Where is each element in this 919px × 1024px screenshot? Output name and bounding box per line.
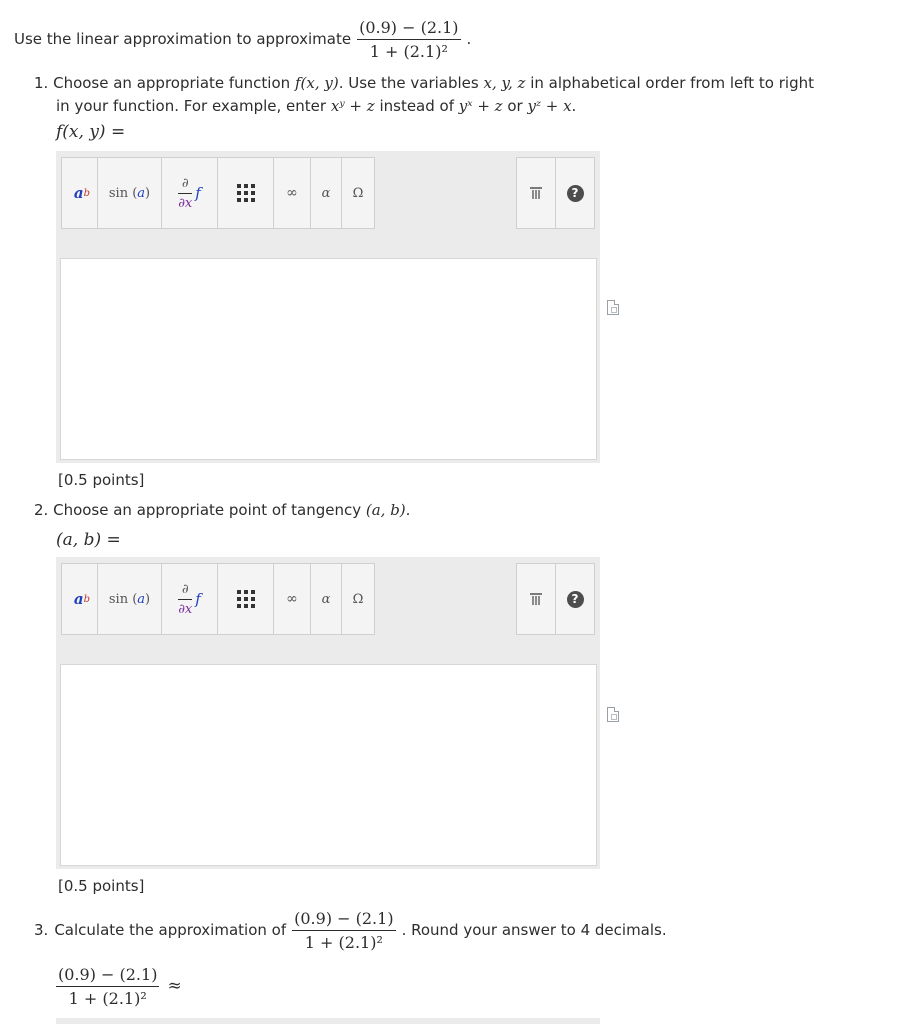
q2-help-button[interactable]	[555, 563, 595, 635]
intro-period: .	[466, 30, 472, 48]
q3-fraction-numerator: (0.9) − (2.1)	[292, 909, 395, 931]
partial-top: ∂	[178, 582, 192, 600]
q1-help-button[interactable]	[555, 157, 595, 229]
q2-alpha-button[interactable]	[310, 563, 342, 635]
trash-icon	[530, 187, 542, 199]
intro-fraction-numerator: (0.9) − (2.1)	[357, 18, 460, 40]
partial-fraction	[178, 176, 192, 211]
q1-partial-button[interactable]	[161, 157, 218, 229]
matrix-icon	[237, 184, 255, 202]
q2-text-end: .	[405, 501, 411, 519]
q3-answer-denominator: 1 + (2.1)²	[68, 988, 147, 1008]
partial-fraction	[178, 582, 192, 617]
q1-sin-button[interactable]: sin ( a )	[97, 157, 162, 229]
power-exponent: b	[83, 187, 91, 199]
q3-line	[34, 904, 667, 956]
partial-f: f	[195, 184, 201, 202]
q1-sheet-icon[interactable]	[607, 300, 619, 315]
q1-example-2: yˣ + z	[458, 97, 503, 115]
intro-fraction	[357, 18, 460, 61]
q2-ab: (a, b)	[365, 501, 406, 519]
q1-infinity-button[interactable]	[273, 157, 311, 229]
help-icon: ?	[567, 185, 584, 202]
q1-text-a: Choose an appropriate function	[53, 74, 291, 92]
q2-line	[34, 501, 410, 519]
sin-label: sin	[108, 591, 129, 607]
q3-text-end: . Round your answer to 4 decimals.	[401, 921, 667, 939]
partial-top: ∂	[178, 176, 192, 194]
q1-answer-label: f(x, y) =	[56, 122, 126, 142]
omega-symbol: Ω	[352, 591, 364, 607]
q2-trash-button[interactable]	[516, 563, 556, 635]
q1-example-1: xʸ + z	[330, 97, 375, 115]
alpha-symbol: α	[321, 185, 331, 201]
q1-line1	[34, 74, 814, 92]
q3-math-toolbar	[56, 1018, 600, 1024]
q2-sin-button[interactable]: sin ( a )	[97, 563, 162, 635]
infinity-symbol: ∞	[286, 185, 298, 201]
q2-answer-label: (a, b) =	[56, 530, 121, 550]
q1-alpha-button[interactable]	[310, 157, 342, 229]
q1-example-3: yᶻ + x	[527, 97, 572, 115]
q1-fxy: f(x, y)	[294, 74, 339, 92]
q2-partial-button[interactable]	[161, 563, 218, 635]
partial-bottom: ∂x	[178, 601, 193, 617]
power-exponent: b	[83, 593, 91, 605]
partial-bottom: ∂x	[178, 195, 193, 211]
omega-symbol: Ω	[352, 185, 364, 201]
q3-approx-symbol: ≈	[167, 976, 182, 996]
q3-fraction-denominator: 1 + (2.1)²	[304, 932, 383, 952]
q1-text-f: or	[507, 97, 523, 115]
q1-omega-button[interactable]	[341, 157, 375, 229]
q1-trash-button[interactable]	[516, 157, 556, 229]
q2-infinity-button[interactable]	[273, 563, 311, 635]
help-icon: ?	[567, 591, 584, 608]
q2-omega-button[interactable]	[341, 563, 375, 635]
q3-answer-row	[56, 958, 182, 1014]
q3-number: 3.	[34, 921, 49, 939]
q2-sheet-icon[interactable]	[607, 707, 619, 722]
intro-prefix: Use the linear approximation to approximate	[14, 30, 352, 48]
trash-icon	[530, 593, 542, 605]
q2-answer-editor[interactable]	[60, 664, 597, 866]
q1-math-toolbar	[56, 151, 600, 463]
q2-points: [0.5 points]	[58, 877, 145, 895]
q3-answer-fraction	[56, 965, 159, 1008]
intro-fraction-denominator: 1 + (2.1)²	[369, 41, 448, 61]
q1-points: [0.5 points]	[58, 471, 145, 489]
sin-arg: a	[137, 185, 146, 201]
power-base: a	[73, 184, 84, 202]
intro-line	[14, 14, 471, 64]
matrix-icon	[237, 590, 255, 608]
q2-matrix-button[interactable]	[217, 563, 274, 635]
q2-math-toolbar	[56, 557, 600, 869]
q2-text: Choose an appropriate point of tangency	[53, 501, 362, 519]
q1-text-e: instead of	[379, 97, 454, 115]
sin-label: sin	[108, 185, 129, 201]
infinity-symbol: ∞	[286, 591, 298, 607]
sin-arg: a	[137, 591, 146, 607]
q3-answer-numerator: (0.9) − (2.1)	[56, 965, 159, 987]
q1-answer-editor[interactable]	[60, 258, 597, 460]
q1-line2	[56, 97, 576, 115]
q1-text-d: in your function. For example, enter	[56, 97, 327, 115]
q1-text-g: .	[571, 97, 577, 115]
q2-number: 2.	[34, 501, 49, 519]
q3-text: Calculate the approximation of	[54, 921, 287, 939]
alpha-symbol: α	[321, 591, 331, 607]
q1-vars: x, y, z	[483, 74, 526, 92]
partial-f: f	[195, 590, 201, 608]
q3-fraction	[292, 909, 395, 952]
power-base: a	[73, 590, 84, 608]
q1-text-c: in alphabetical order from left to right	[530, 74, 814, 92]
q1-matrix-button[interactable]	[217, 157, 274, 229]
q1-text-b: . Use the variables	[338, 74, 479, 92]
q1-number: 1.	[34, 74, 49, 92]
